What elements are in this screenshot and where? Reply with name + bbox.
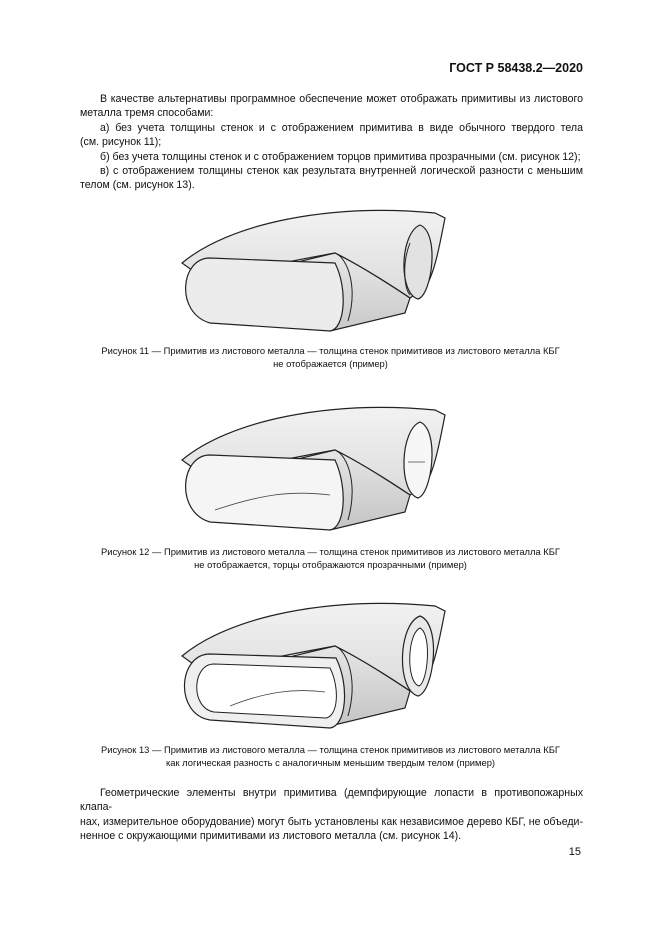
intro-text bbox=[80, 92, 583, 193]
figure-11-illustration bbox=[170, 203, 460, 338]
page-number: 15 bbox=[568, 846, 581, 858]
intro-lead-line1: В качестве альтернативы программное обеспечение может отображать примитивы из листового bbox=[100, 93, 583, 105]
figure-13-caption-line1: Рисунок 13 — Примитив из листового металла — толщина стенок примитивов из листового металла КБГ bbox=[101, 744, 560, 755]
standard-code: ГОСТ Р 58438.2—2020 bbox=[449, 61, 583, 75]
figure-12-caption-line1: Рисунок 12 — Примитив из листового металла — толщина стенок примитивов из листового металла КБГ bbox=[101, 546, 560, 557]
figure-11-caption bbox=[60, 345, 601, 370]
figure-13-caption bbox=[60, 744, 601, 769]
item-c-line2: телом (см. рисунок 13). bbox=[80, 179, 195, 192]
intro-lead-line2: металла тремя способами: bbox=[80, 107, 214, 120]
figure-12-caption-line2: не отображается, торцы отображаются прозрачными (пример) bbox=[194, 558, 467, 570]
closing-line3: ненное с окружающими примитивами из листового металла (см. рисунок 14). bbox=[80, 830, 462, 843]
item-a-line1: а) без учета толщины стенок и с отображением примитива в виде обычного твердого тела bbox=[100, 121, 583, 134]
figure-13-illustration bbox=[170, 596, 460, 736]
figure-12-illustration bbox=[170, 400, 460, 540]
figure-11-caption-line1: Рисунок 11 — Примитив из листового металла — толщина стенок примитивов из листового металла КБГ bbox=[101, 345, 560, 356]
item-c-line1: в) с отображением толщины стенок как результата внутренней логической разности с меньшим bbox=[100, 165, 583, 178]
item-a-line2: (см. рисунок 11); bbox=[80, 136, 162, 149]
closing-line2: нах, измерительное оборудование) могут быть установлены как независимое дерево КБГ, не объеди- bbox=[80, 815, 583, 828]
figure-13-caption-line2: как логическая разность с аналогичным меньшим твердым телом (пример) bbox=[165, 756, 496, 768]
closing-line1: Геометрические элементы внутри примитива (демпфирующие лопасти в противопожарных клапа- bbox=[80, 787, 583, 814]
figure-11-caption-line2: не отображается (пример) bbox=[273, 357, 388, 369]
figure-12-caption bbox=[60, 546, 601, 571]
closing-text bbox=[80, 786, 583, 844]
item-b-line1: б) без учета толщины стенок и с отображением торцов примитива прозрачными (см. рисунок 12); bbox=[100, 150, 581, 163]
